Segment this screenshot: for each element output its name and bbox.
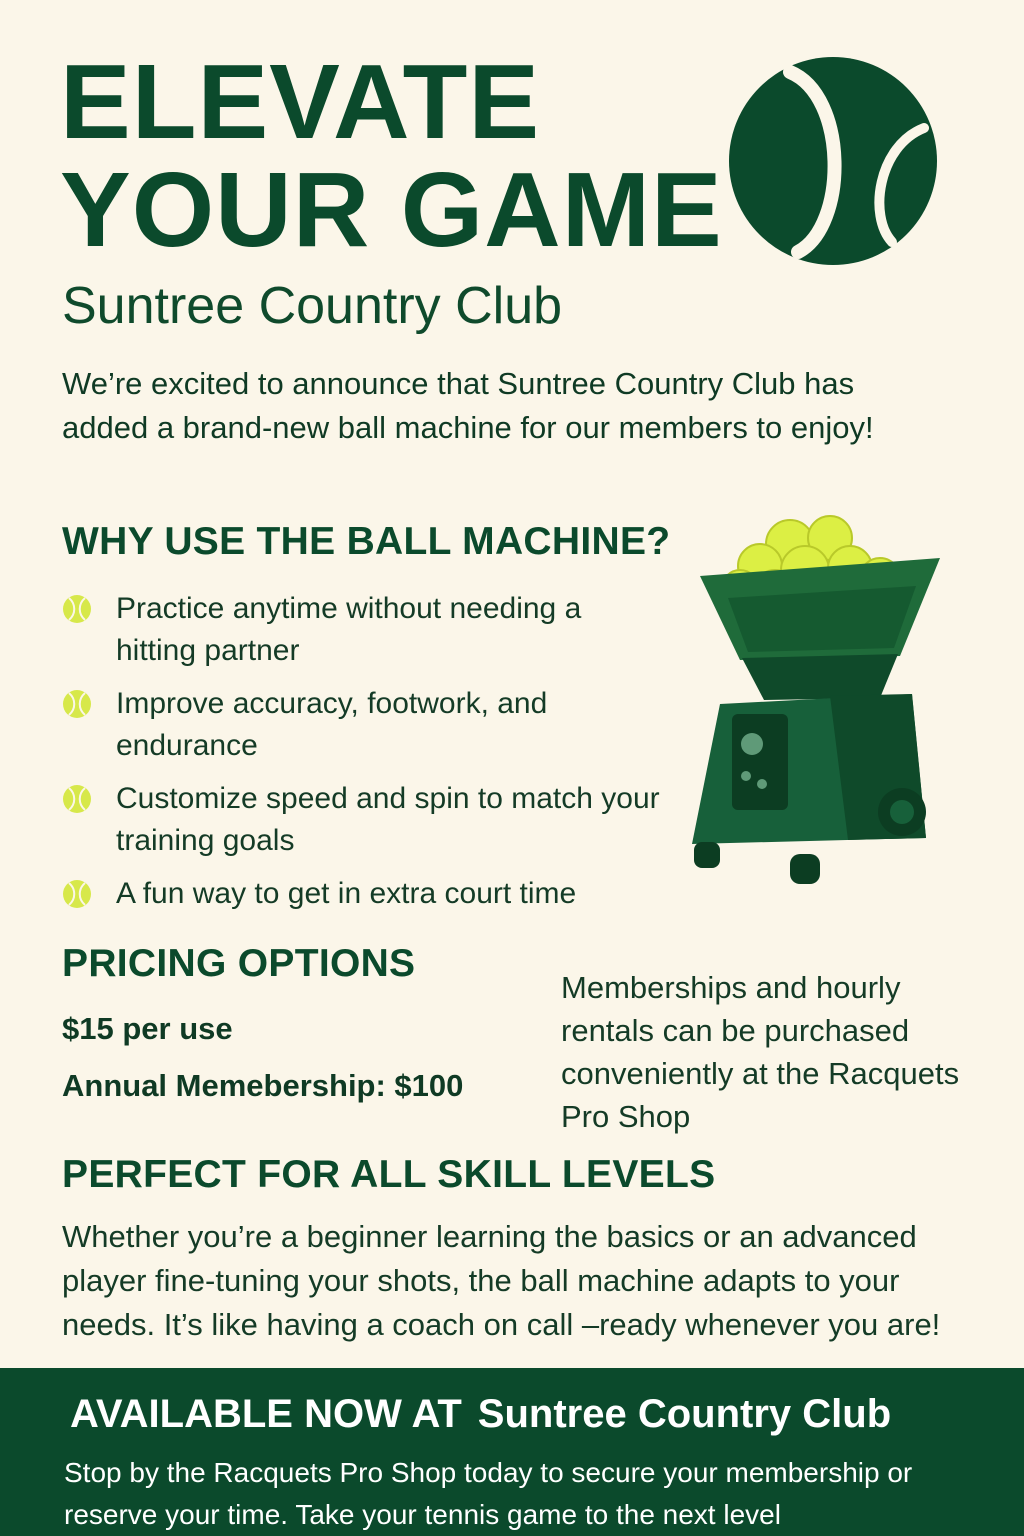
benefit-text: Practice anytime without needing a hitting partner: [116, 592, 582, 667]
headline-line-2: YOUR GAME: [60, 151, 723, 269]
intro-paragraph: We’re excited to announce that Suntree Country Club has added a brand-new ball machine for our members to enjoy!: [62, 366, 874, 445]
benefits-list: [62, 588, 662, 926]
price-annual: Annual Memebership: $100: [62, 1068, 464, 1103]
pricing-heading: PRICING OPTIONS: [62, 942, 416, 985]
tennis-ball-logo-icon: [728, 56, 938, 266]
benefit-text: A fun way to get in extra court time: [116, 877, 577, 910]
tennis-ball-bullet-icon: [62, 879, 92, 909]
footer-title: [70, 1392, 891, 1437]
price-per-use: $15 per use: [62, 1011, 233, 1046]
skills-paragraph: Whether you’re a beginner learning the basics or an advanced player fine-tuning your shots, the ball machine adapts to your needs. It’s like having a coach on call –ready whenever you are!: [62, 1219, 941, 1342]
benefit-item: [62, 778, 662, 862]
purchase-note: Memberships and hourly rentals can be purchased conveniently at the Racquets Pro Shop: [561, 970, 960, 1134]
headline-line-1: ELEVATE: [60, 43, 541, 161]
benefit-item: [62, 683, 662, 767]
footer-title-text: AVAILABLE NOW AT: [70, 1392, 462, 1436]
headline: [60, 43, 723, 269]
tennis-ball-bullet-icon: [62, 784, 92, 814]
benefit-text: Improve accuracy, footwork, and endurance: [116, 687, 548, 762]
tennis-ball-bullet-icon: [62, 689, 92, 719]
footer-club-name: Suntree Country Club: [477, 1392, 892, 1436]
benefit-item: [62, 588, 662, 672]
footer-text: Stop by the Racquets Pro Shop today to secure your membership or reserve your time. Take your tennis game to the next level: [64, 1457, 913, 1530]
tennis-ball-bullet-icon: [62, 594, 92, 624]
club-name-subtitle: Suntree Country Club: [62, 277, 563, 335]
benefit-item: [62, 873, 662, 915]
benefit-text: Customize speed and spin to match your training goals: [116, 782, 660, 857]
ball-machine-illustration: [680, 508, 950, 893]
skills-heading: PERFECT FOR ALL SKILL LEVELS: [62, 1153, 716, 1196]
benefits-heading: WHY USE THE BALL MACHINE?: [62, 520, 671, 563]
